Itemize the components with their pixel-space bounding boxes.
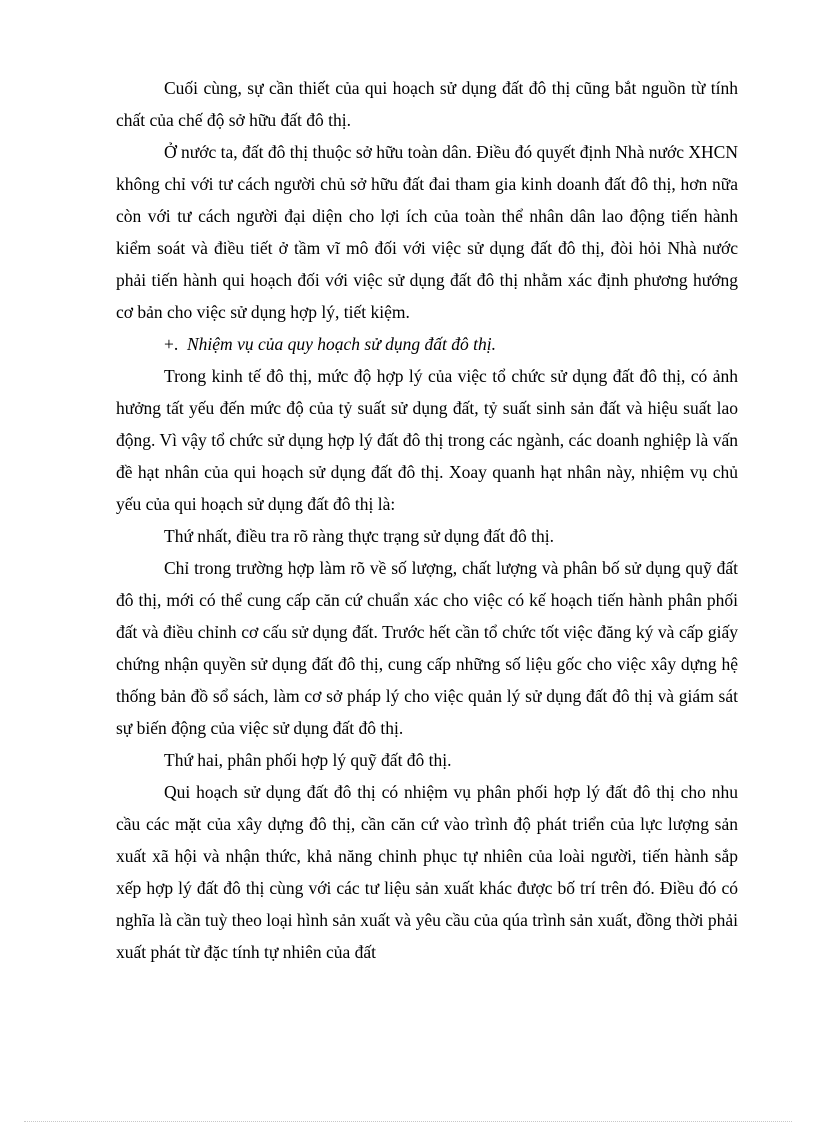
paragraph-urban-economy: Trong kinh tế đô thị, mức độ hợp lý của việc tổ chức sử dụng đất đô thị, có ảnh hưởng tất yếu đến mức độ của tỷ suất sử dụng đất, tỷ suất sinh sản đất và hiệu suất lao động. Vì vậy tổ chức sử dụng hợp lý đất đô thị trong các ngành, các doanh nghiệp là vấn đề hạt nhân của qui hoạch sử dụng đất đô thị. Xoay quanh hạt nhân này, nhiệm vụ chủ yếu của qui hoạch sử dụng đất đô thị là: <box>116 366 738 514</box>
paragraph-public-ownership: Ở nước ta, đất đô thị thuộc sở hữu toàn dân. Điều đó quyết định Nhà nước XHCN không chỉ với tư cách người chủ sở hữu đất đai tham gia kinh doanh đất đô thị, hơn nữa còn với tư cách người đại diện cho lợi ích của toàn thể nhân dân lao động tiến hành kiểm soát và điều tiết ở tầm vĩ mô đối với việc sử dụng đất đô thị, đòi hỏi Nhà nước phải tiến hành qui hoạch đối với việc sử dụng đất đô thị nhằm xác định phương hướng cơ bản cho việc sử dụng hợp lý, tiết kiệm. <box>116 142 738 322</box>
section-heading-tasks <box>116 328 738 360</box>
heading-marker: +. <box>164 334 179 354</box>
paragraph-task-one-title: Thứ nhất, điều tra rõ ràng thực trạng sử dụng đất đô thị. <box>164 526 555 546</box>
paragraph-task-two-body: Qui hoạch sử dụng đất đô thị có nhiệm vụ phân phối hợp lý đất đô thị cho nhu cầu các mặt của xây dựng đô thị, cần căn cứ vào trình độ phát triển của lực lượng sản xuất xã hội và nhận thức, khả năng chinh phục tự nhiên của loài người, tiến hành sắp xếp hợp lý đất đô thị cùng với các tư liệu sản xuất khác được bố trí trên đó. Điều đó có nghĩa là cần tuỳ theo loại hình sản xuất và yêu cầu của qúa trình sản xuất, đồng thời phải xuất phát từ đặc tính tự nhiên của đất <box>116 782 738 962</box>
page-bottom-divider <box>24 1121 792 1122</box>
document-body <box>116 72 738 968</box>
paragraph-task-one-body: Chỉ trong trường hợp làm rõ về số lượng, chất lượng và phân bố sử dụng quỹ đất đô thị, mới có thể cung cấp căn cứ chuẩn xác cho việc có kế hoạch tiến hành phân phối đất và điều chỉnh cơ cấu sử dụng đất. Trước hết cần tổ chức tốt việc đăng ký và cấp giấy chứng nhận quyền sử dụng đất đô thị, cung cấp những số liệu gốc cho việc xây dựng hệ thống bản đồ sổ sách, làm cơ sở pháp lý cho việc quản lý sử dụng đất đô thị và giám sát sự biến động của việc sử dụng đất đô thị. <box>116 558 738 738</box>
heading-text: Nhiệm vụ của quy hoạch sử dụng đất đô thị. <box>187 334 496 354</box>
paragraph-task-two-title: Thứ hai, phân phối hợp lý quỹ đất đô thị. <box>164 750 452 770</box>
paragraph-conclusion-ownership: Cuối cùng, sự cần thiết của qui hoạch sử dụng đất đô thị cũng bắt nguồn từ tính chất của chế độ sở hữu đất đô thị. <box>116 78 738 130</box>
